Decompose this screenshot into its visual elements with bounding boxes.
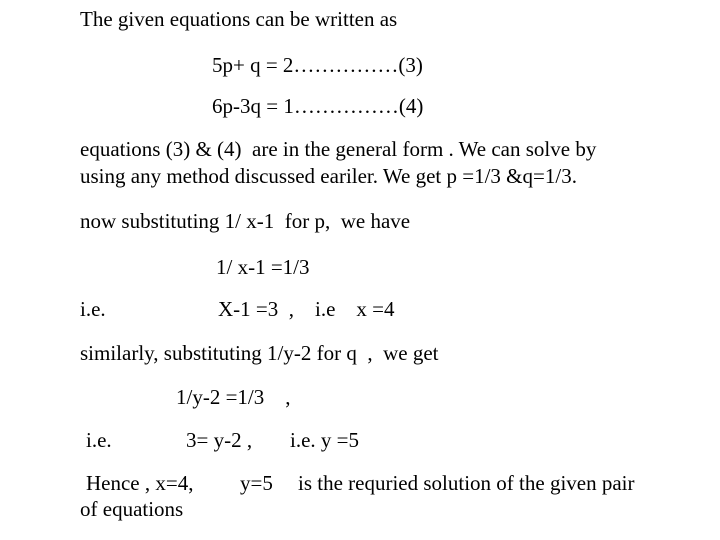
substitute-q-text: similarly, substituting 1/y-2 for q , we get: [80, 341, 439, 365]
equation-y: 3= y-2 ,: [186, 428, 253, 452]
general-form-line-1: equations (3) & (4) are in the general form . We can solve by: [80, 137, 597, 161]
ie-label-2: i.e.: [86, 428, 112, 452]
substitute-p-text: now substituting 1/ x-1 for p, we have: [80, 209, 411, 233]
equation-q: 1/y-2 =1/3 ,: [176, 385, 291, 409]
solution-x: X-1 =3 , i.e x =4: [218, 297, 395, 321]
hence-y: y=5: [240, 471, 273, 495]
conclusion-text: is the requried solution of the given pair: [298, 471, 635, 495]
equation-3: 5p+ q = 2……………(3): [212, 53, 423, 77]
conclusion-line-2: of equations: [80, 497, 184, 521]
intro-text: The given equations can be written as: [80, 7, 398, 31]
ie-label-1: i.e.: [80, 297, 106, 321]
equation-4: 6p-3q = 1……………(4): [212, 94, 424, 118]
equation-p: 1/ x-1 =1/3: [216, 255, 310, 279]
solution-y: i.e. y =5: [290, 428, 359, 452]
hence-text: Hence , x=4,: [86, 471, 194, 495]
general-form-line-2: using any method discussed eariler. We get p =1/3 &q=1/3.: [80, 164, 577, 188]
